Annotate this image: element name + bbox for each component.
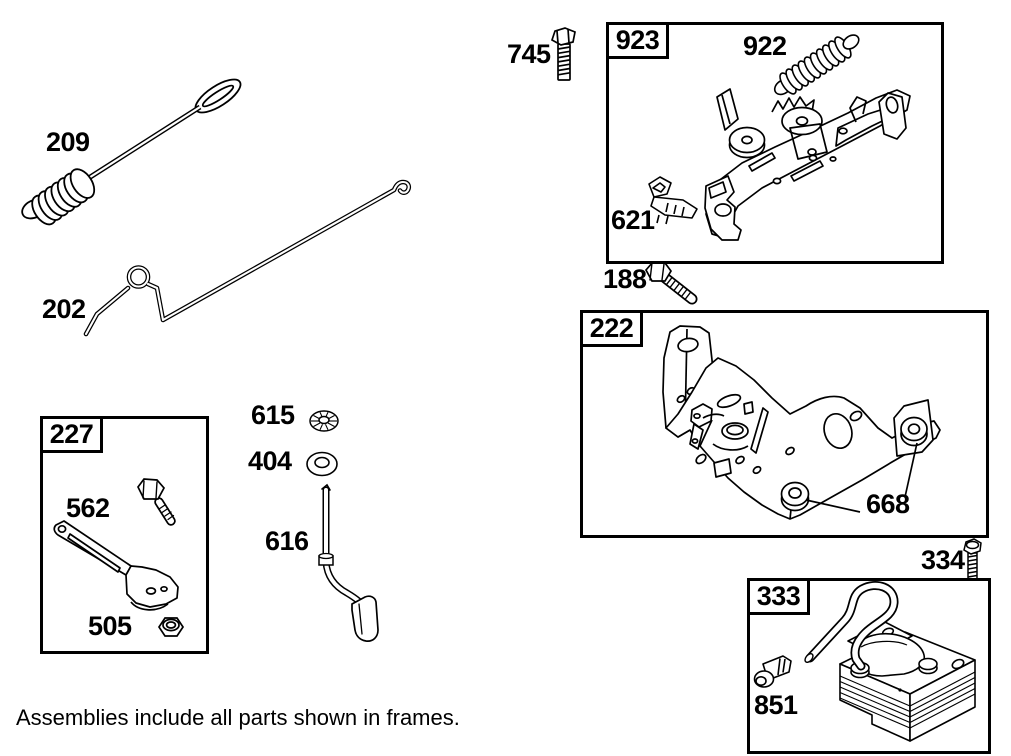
- footnote-text: Assemblies include all parts shown in frames.: [16, 705, 460, 730]
- frame-333: [747, 578, 991, 754]
- part-label-404: 404: [248, 446, 292, 476]
- part-label-334: 334: [921, 545, 965, 575]
- part-label-615: 615: [251, 400, 295, 430]
- frame-923-label: 923: [606, 22, 669, 59]
- part-label-202: 202: [42, 294, 86, 324]
- bolt-745-drawing: [552, 28, 575, 80]
- frame-227-label: 227: [40, 416, 103, 453]
- part-label-922: 922: [743, 31, 787, 61]
- part-label-505: 505: [88, 611, 132, 641]
- bolt-334-drawing: [964, 539, 981, 579]
- crank-616-drawing: [319, 485, 378, 641]
- frame-333-label: 333: [747, 578, 810, 615]
- fastener-615-drawing: [310, 411, 338, 431]
- part-label-616: 616: [265, 526, 309, 556]
- part-label-562: 562: [66, 493, 110, 523]
- wire-202-drawing: [86, 182, 409, 334]
- part-label-188: 188: [603, 264, 647, 294]
- part-label-851: 851: [754, 690, 798, 720]
- part-label-621: 621: [611, 205, 655, 235]
- part-label-745: 745: [507, 39, 551, 69]
- part-label-209: 209: [46, 127, 90, 157]
- frame-222: [580, 310, 989, 538]
- bolt-188-drawing: [646, 262, 692, 300]
- washer-404-drawing: [307, 453, 337, 476]
- part-label-668: 668: [866, 489, 910, 519]
- frame-222-label: 222: [580, 310, 643, 347]
